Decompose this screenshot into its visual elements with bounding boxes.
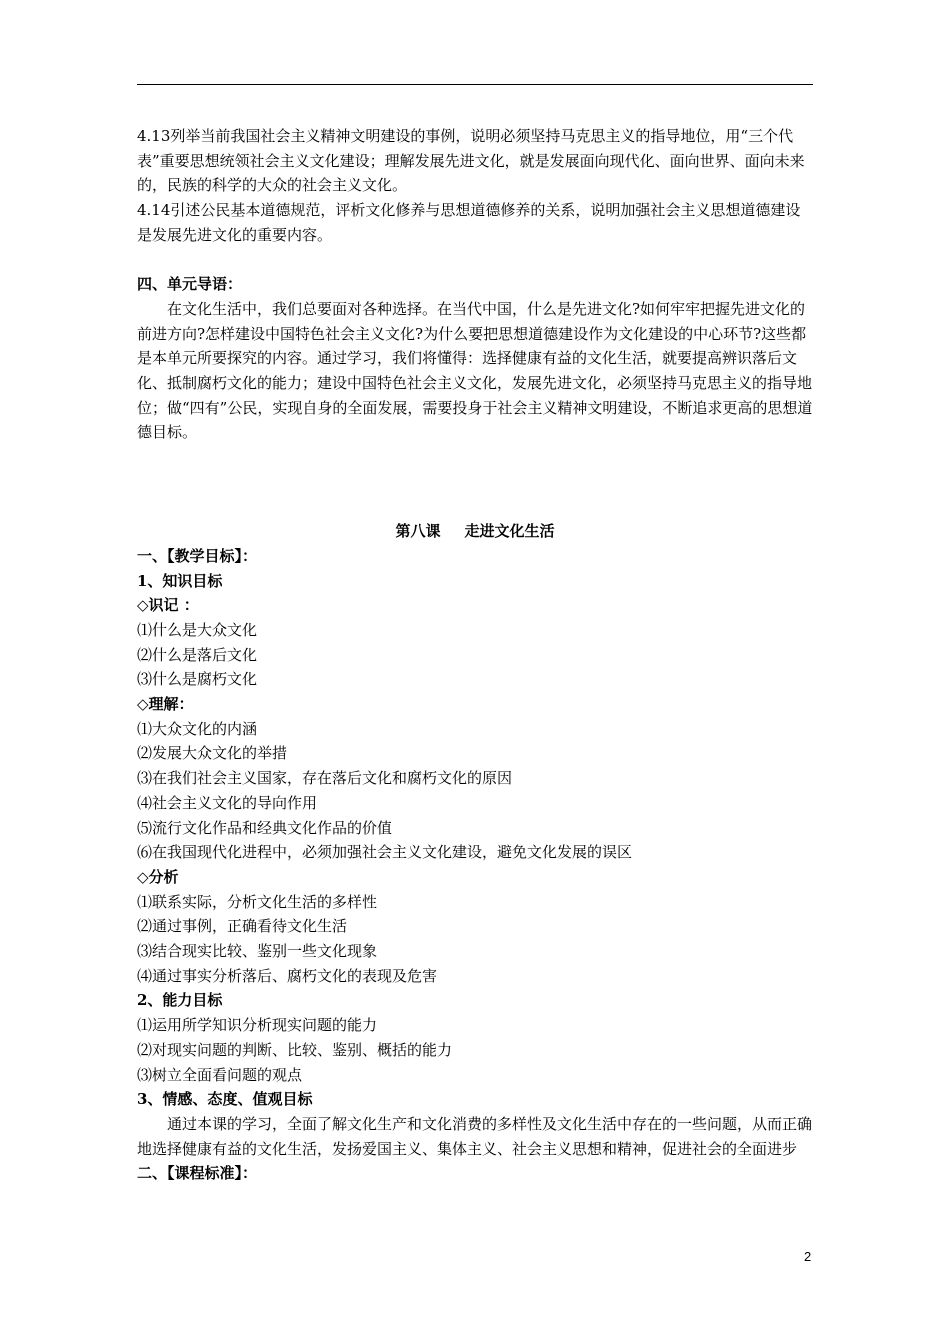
analyze-heading: ◇分析 (137, 867, 179, 886)
list-item: ⑶在我们社会主义国家，存在落后文化和腐朽文化的原因 (137, 769, 513, 788)
list-item: ⑵什么是落后文化 (137, 645, 258, 664)
emotion-goals-paragraph: 通过本课的学习，全面了解文化生产和文化消费的多样性及文化生活中存在的一些问题，从而正确地选择健康有益的文化生活，发扬爱国主义、集体主义、社会主义思想和精神，促进社会的全面进步 (137, 1115, 813, 1158)
list-item: ⑴运用所学知识分析现实问题的能力 (137, 1016, 378, 1035)
list-item: ⑵通过事例，正确看待文化生活 (137, 917, 348, 936)
ability-goals-heading: 2、能力目标 (137, 991, 223, 1010)
list-item: ⑶结合现实比较、鉴别一些文化现象 (137, 942, 378, 961)
list-item: ⑵对现实问题的判断、比较、鉴别、概括的能力 (137, 1040, 453, 1059)
lesson-number: 第八课 (395, 522, 441, 541)
page-number: 2 (804, 1249, 812, 1264)
list-item: ⑵发展大众文化的举措 (137, 744, 288, 763)
remember-heading: ◇识记 ： (137, 596, 199, 615)
list-item: ⑴大众文化的内涵 (137, 719, 258, 738)
list-item: ⑷社会主义文化的导向作用 (137, 793, 318, 812)
document-body (137, 124, 813, 1186)
section-curriculum-standards: 二、【课程标准】： (137, 1164, 258, 1183)
list-item: ⑶什么是腐朽文化 (137, 670, 258, 689)
lesson-title (137, 519, 813, 544)
header-rule (137, 84, 813, 85)
list-item: ⑶树立全面看问题的观点 (137, 1065, 303, 1084)
knowledge-goals-heading: 1、知识目标 (137, 571, 223, 590)
section-teaching-goals: 一、【教学目标】： (137, 546, 258, 565)
unit-intro-paragraph: 在文化生活中，我们总要面对各种选择。在当代中国，什么是先进文化?如何牢牢把握先进文化的前进方向?怎样建设中国特色社会主义文化?为什么要把思想道德建设作为文化建设的中心环节?这些都是本单元所要探究的内容。通过学习，我们将懂得：选择健康有益的文化生活，就要提高辨识落后文化、抵制腐朽文化的能力；建设中国特色社会主义文化，发展先进文化，必须坚持马克思主义的指导地位；做“四有”公民，实现自身的全面发展，需要投身于社会主义精神文明建设，不断追求更高的思想道德目标。 (137, 299, 813, 442)
list-item: ⑹在我国现代化进程中，必须加强社会主义文化建设，避免文化发展的误区 (137, 843, 633, 862)
unit-intro-heading: 四、单元导语： (137, 275, 243, 294)
list-item: ⑴联系实际，分析文化生活的多样性 (137, 892, 378, 911)
lesson-name: 走进文化生活 (464, 522, 555, 541)
understand-heading: ◇理解： (137, 695, 194, 714)
list-item: ⑴什么是大众文化 (137, 620, 258, 639)
emotion-goals-heading: 3、情感、态度、值观目标 (137, 1090, 313, 1109)
list-item: ⑷通过事实分析落后、腐朽文化的表现及危害 (137, 966, 438, 985)
standard-4-13: 4.13列举当前我国社会主义精神文明建设的事例，说明必须坚持马克思主义的指导地位，用“三个代表”重要思想统领社会主义文化建设；理解发展先进文化，就是发展面向现代化、面向世界、面向未来的，民族的科学的大众的社会主义文化。 (137, 127, 805, 195)
list-item: ⑸流行文化作品和经典文化作品的价值 (137, 818, 393, 837)
standard-4-14: 4.14引述公民基本道德规范，评析文化修养与思想道德修养的关系，说明加强社会主义思想道德建设是发展先进文化的重要内容。 (137, 201, 801, 244)
